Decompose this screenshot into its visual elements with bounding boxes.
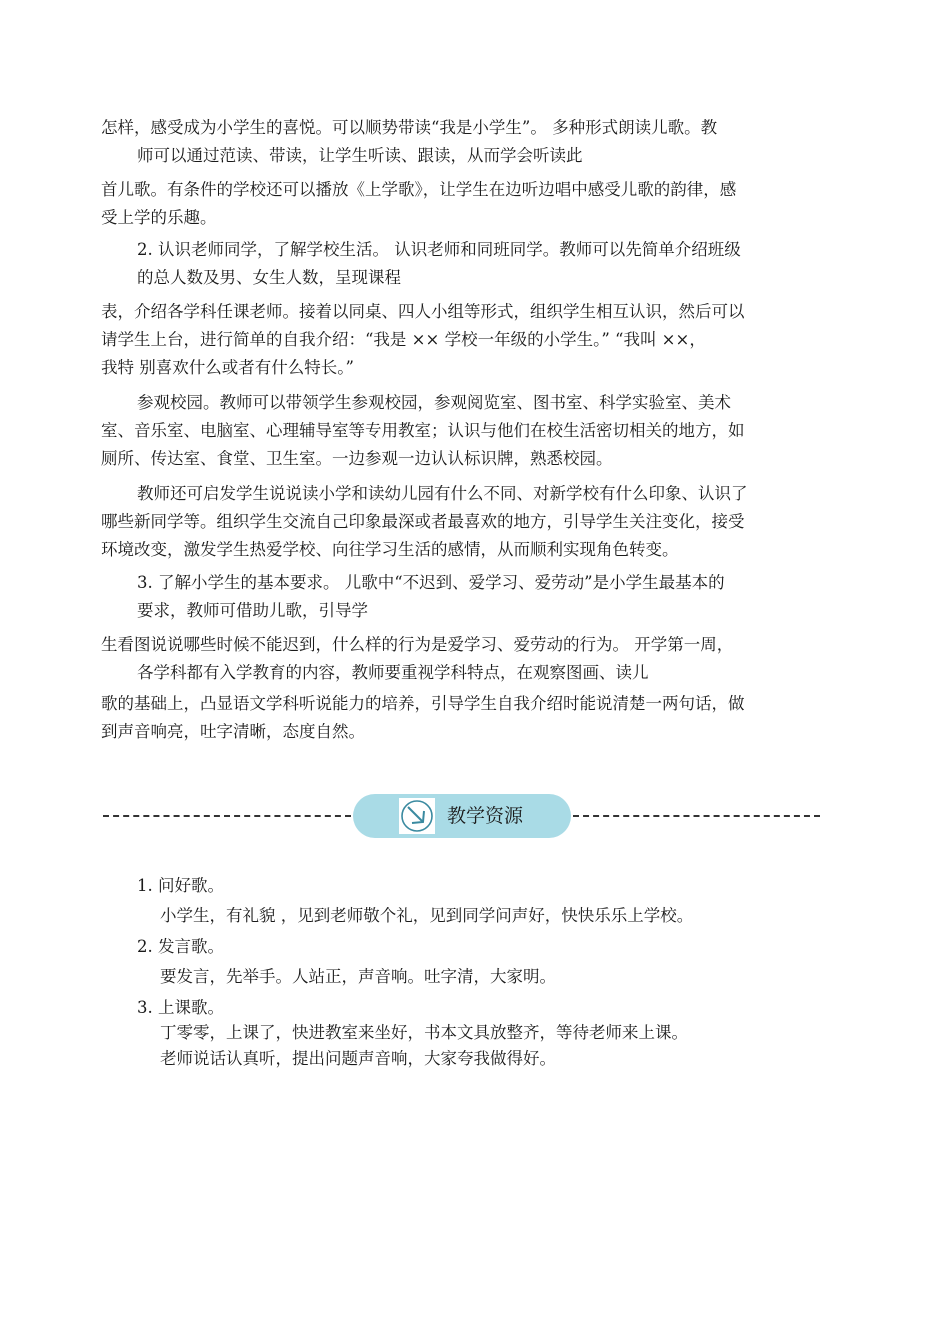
paragraph-introductions: [101, 298, 828, 382]
dashed-rule-right: [573, 815, 820, 817]
paragraph-meet-teachers: [101, 236, 828, 292]
paragraph-speaking-skills: [101, 690, 828, 746]
text-line: 3. 了解小学生的基本要求。 儿歌中“不迟到、爱学习、爱劳动”是小学生最基本的: [137, 573, 725, 592]
section-divider: [103, 792, 820, 840]
text-line: 各学科都有入学教育的内容，教师要重视学科特点，在观察图画、读儿: [137, 663, 649, 682]
text-line: 受上学的乐趣。: [101, 208, 217, 227]
paragraph-reading: [101, 114, 828, 170]
text-line: 我特 别喜欢什么或者有什么特长。”: [101, 358, 354, 377]
text-line: 表，介绍各学科任课老师。接着以同桌、四人小组等形式，组织学生相互认识，然后可以: [101, 302, 745, 321]
text-line: 哪些新同学等。组织学生交流自己印象最深或者最喜欢的地方，引导学生关注变化，接受: [101, 512, 745, 531]
resource-title-greeting-song: 1. 问好歌。: [137, 876, 224, 895]
text-line: 丁零零，上课了，快进教室来坐好，书本文具放整齐，等待老师来上课。: [160, 1023, 688, 1042]
text-line: 教师还可启发学生说说读小学和读幼儿园有什么不同、对新学校有什么印象、认识了: [137, 484, 748, 503]
section-header-pill: [353, 794, 571, 838]
text-line: 首儿歌。有条件的学校还可以播放《上学歌》，让学生在边听边唱中感受儿歌的韵律，感: [101, 180, 737, 199]
resource-body-greeting-song: [160, 902, 820, 930]
text-line: 歌的基础上，凸显语文学科听说能力的培养，引导学生自我介绍时能说清楚一两句话，做: [101, 694, 745, 713]
text-line: 参观校园。教师可以带领学生参观校园，参观阅览室、图书室、科学实验室、美术: [137, 393, 731, 412]
text-line: 请学生上台，进行简单的自我介绍：“我是 ×× 学校一年级的小学生。” “我叫 ××，: [101, 330, 706, 349]
section-title: 教学资源: [447, 805, 524, 827]
resource-title-speaking-song: 2. 发言歌。: [137, 937, 224, 956]
resource-body-class-song: [160, 1020, 820, 1072]
text-line: 师可以通过范读、带读，让学生听读、跟读，从而学会听读此: [137, 146, 583, 165]
dashed-rule-left: [103, 815, 351, 817]
paragraph-song: [101, 176, 828, 232]
resource-title-class-song: 3. 上课歌。: [137, 998, 224, 1017]
text-line: 到声音响亮，吐字清晰，态度自然。: [101, 722, 365, 741]
paragraph-role-change: [101, 480, 828, 564]
arrow-down-right-icon: [399, 798, 435, 834]
text-line: 要求，教师可借助儿歌，引导学: [137, 601, 368, 620]
text-line: 要发言，先举手。人站正，声音响。吐字清，大家明。: [160, 967, 556, 986]
paragraph-requirements: [101, 569, 828, 625]
text-line: 厕所、传达室、食堂、卫生室。一边参观一边认认标识牌，熟悉校园。: [101, 449, 613, 468]
text-line: 小学生，有礼貌 ，见到老师敬个礼，见到同学问声好，快快乐乐上学校。: [160, 906, 694, 925]
text-line: 老师说话认真听，提出问题声音响，大家夸我做得好。: [160, 1049, 556, 1068]
text-line: 生看图说说哪些时候不能迟到，什么样的行为是爱学习、爱劳动的行为。 开学第一周，: [101, 635, 734, 654]
paragraph-campus-tour: [101, 389, 828, 473]
text-line: 的总人数及男、女生人数，呈现课程: [137, 268, 401, 287]
text-line: 2. 认识老师同学，了解学校生活。 认识老师和同班同学。教师可以先简单介绍班级: [137, 240, 741, 259]
text-line: 怎样，感受成为小学生的喜悦。可以顺势带读“我是小学生”。 多种形式朗读儿歌。教: [101, 118, 718, 137]
text-line: 室、音乐室、电脑室、心理辅导室等专用教室；认识与他们在校生活密切相关的地方，如: [101, 421, 745, 440]
resource-body-speaking-song: [160, 963, 820, 991]
text-line: 环境改变，激发学生热爱学校、向往学习生活的感情，从而顺利实现角色转变。: [101, 540, 679, 559]
paragraph-first-week: [101, 631, 828, 687]
